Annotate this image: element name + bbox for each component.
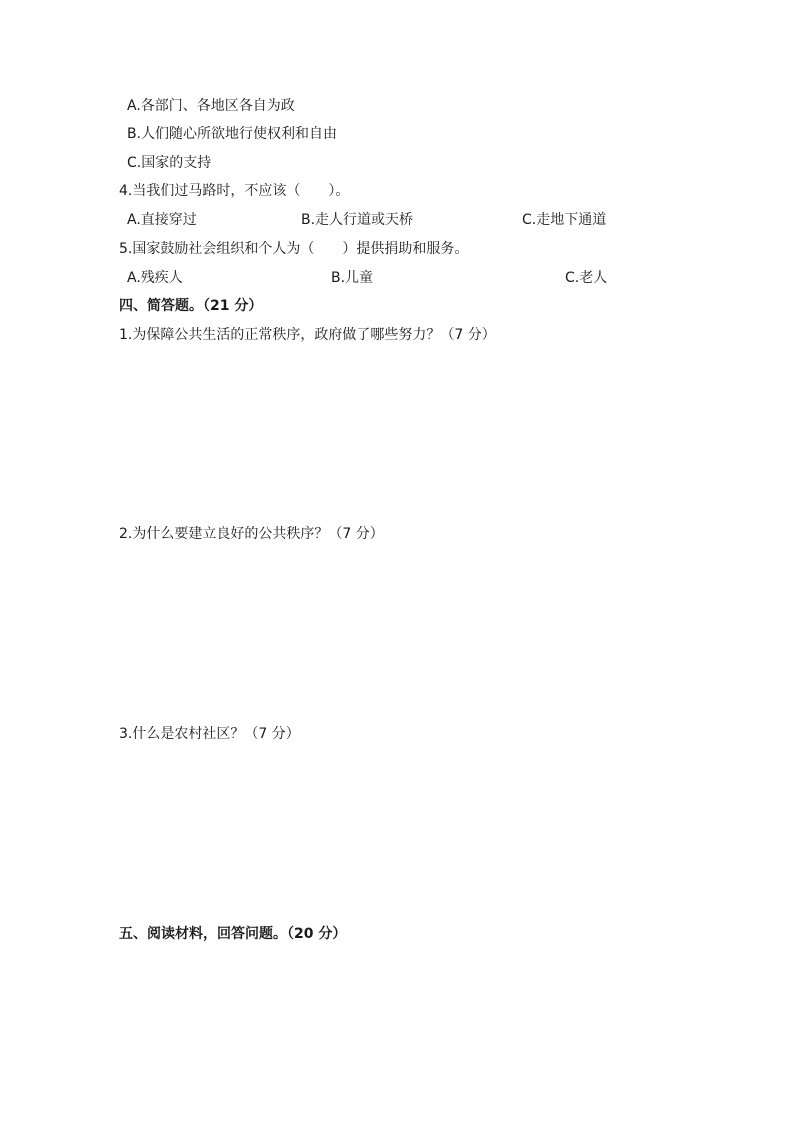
section4-question-3: 3.什么是农村社区？（7 分） <box>119 726 300 742</box>
q5-option-b: B.儿童 <box>331 270 374 286</box>
section4-question-1: 1.为保障公共生活的正常秩序，政府做了哪些努力？（7 分） <box>119 327 496 343</box>
section5-title: 五、阅读材料，回答问题。（20 分） <box>119 926 347 942</box>
q3-option-a: A.各部门、各地区各自为政 <box>127 98 295 114</box>
q4-option-b: B.走人行道或天桥 <box>301 212 414 228</box>
section4-title: 四、简答题。（21 分） <box>119 298 263 314</box>
q3-option-c: C.国家的支持 <box>127 155 212 171</box>
q4-option-a: A.直接穿过 <box>127 212 197 228</box>
q5-stem: 5.国家鼓励社会组织和个人为（ ）提供捐助和服务。 <box>119 241 469 257</box>
q4-option-c: C.走地下通道 <box>522 212 607 228</box>
section4-question-2: 2.为什么要建立良好的公共秩序？（7 分） <box>119 526 384 542</box>
q4-stem: 4.当我们过马路时，不应该（ ）。 <box>119 183 350 199</box>
q3-option-b: B.人们随心所欲地行使权利和自由 <box>127 126 338 142</box>
q5-option-c: C.老人 <box>565 270 608 286</box>
q5-option-a: A.残疾人 <box>127 270 183 286</box>
